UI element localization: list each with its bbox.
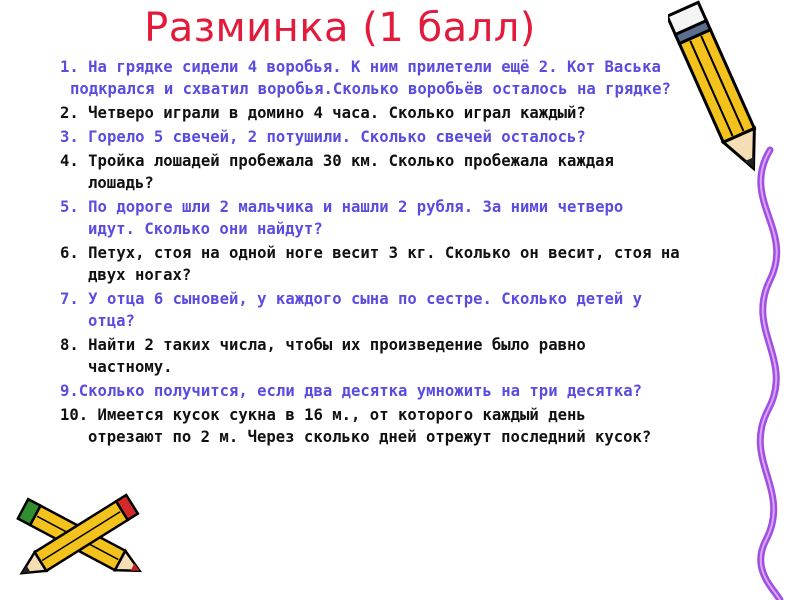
question-7-line-2: отца? xyxy=(88,312,135,330)
question-8-line-1: 8. Найти 2 таких числа, чтобы их произведение было равно xyxy=(60,336,586,354)
question-4 xyxy=(60,150,766,194)
question-4-line-1: 4. Тройка лошадей пробежала 30 км. Сколько пробежала каждая xyxy=(60,152,614,170)
question-6-line-2: двух ногах? xyxy=(88,266,192,284)
question-1-line-2: подкрался и схватил воробья.Сколько воробьёв осталось на грядке? xyxy=(70,80,671,98)
question-10-line-2: отрезают по 2 м. Через сколько дней отрежут последний кусок? xyxy=(88,428,652,446)
question-5 xyxy=(60,196,766,240)
question-1 xyxy=(60,56,766,100)
question-6-line-1: 6. Петух, стоя на одной ноге весит 3 кг. Сколько он весит, стоя на xyxy=(60,244,680,262)
question-8 xyxy=(60,334,766,378)
question-1-line-1: 1. На грядке сидели 4 воробья. К ним прилетели ещё 2. Кот Васька xyxy=(60,58,661,76)
question-10-line-1: 10. Имеется кусок сукна в 16 м., от которого каждый день xyxy=(60,406,586,424)
question-6 xyxy=(60,242,766,286)
question-8-line-2: частному. xyxy=(88,358,173,376)
question-7-line-1: 7. У отца 6 сыновей, у каждого сына по сестре. Сколько детей у xyxy=(60,290,643,308)
question-2-line-1: 2. Четверо играли в домино 4 часа. Сколько играл каждый? xyxy=(60,104,586,122)
question-10 xyxy=(60,404,766,448)
question-9 xyxy=(60,380,766,402)
question-4-line-2: лошадь? xyxy=(88,174,154,192)
question-5-line-1: 5. По дороге шли 2 мальчика и нашли 2 рубля. За ними четверо xyxy=(60,198,624,216)
question-3-line-1: 3. Горело 5 свечей, 2 потушили. Сколько свечей осталось? xyxy=(60,128,586,146)
slide-title: Разминка (1 балл) xyxy=(144,5,536,51)
question-9-line-1: 9.Сколько получится, если два десятка умножить на три десятка? xyxy=(60,382,643,400)
question-5-line-2: идут. Сколько они найдут? xyxy=(88,220,323,238)
question-7 xyxy=(60,288,766,332)
question-list xyxy=(60,56,766,448)
question-2 xyxy=(60,102,766,124)
crossed-pencils-icon xyxy=(0,478,170,600)
question-3 xyxy=(60,126,766,148)
